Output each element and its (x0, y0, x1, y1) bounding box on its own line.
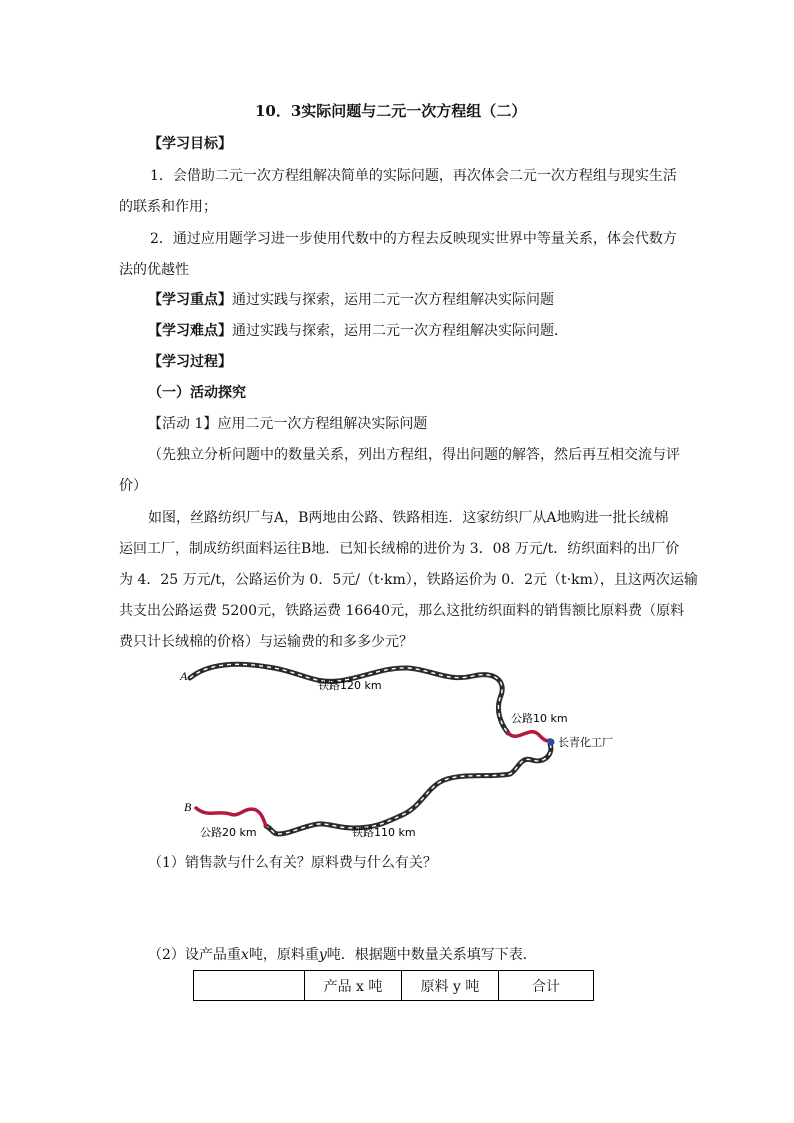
fill-in-table (193, 970, 594, 1001)
label-rail-a: 铁路120 km (318, 679, 382, 692)
railway-b-route (266, 744, 551, 834)
question-2-var-y: y (318, 947, 327, 963)
key-point-text: 通过实践与探索，运用二元一次方程组解决实际问题 (232, 292, 554, 308)
question-2-prefix: （2）设产品重 (148, 947, 241, 963)
key-point-label: 【学习重点】 (148, 292, 232, 308)
table-header-cell: 合计 (499, 971, 594, 1001)
problem-line-2: 运回工厂，制成纺织面料运往B地．已知长绒棉的进价为 3．08 万元/t．纺织面料的出厂价 (119, 541, 680, 557)
difficulty (148, 321, 568, 341)
activity-1-heading: 【活动 1】应用二元一次方程组解决实际问题 (148, 416, 428, 432)
table-header-cell[interactable] (194, 971, 305, 1001)
objective-1-line-1: 1．会借助二元一次方程组解决简单的实际问题，再次体会二元一次方程组与现实生活 (150, 168, 677, 184)
question-2-suffix: 吨．根据题中数量关系填写下表． (326, 947, 537, 963)
road-b-route (196, 808, 266, 826)
objective-1-line-2: 的联系和作用； (119, 199, 217, 215)
railway-a-ties (190, 664, 508, 733)
problem-line-5: 费只计长绒棉的价格）与运输费的和多多少元？ (119, 634, 413, 650)
label-a: A (180, 669, 188, 683)
label-rail-b: 铁路110 km (352, 826, 416, 839)
problem-line-3: 为 4．25 万元/t，公路运价为 0．5元/（t·km），铁路运价为 0．2元（t·km），且这两次运输 (119, 572, 698, 588)
instruction-line-2: 价） (119, 478, 147, 494)
objectives-heading: 【学习目标】 (148, 136, 232, 152)
route-map (178, 658, 618, 848)
objective-2-line-1: 2．通过应用题学习进一步使用代数中的方程去反映现实世界中等量关系，体会代数方 (150, 231, 677, 247)
label-road-b: 公路20 km (200, 826, 257, 839)
railway-b-ties (266, 744, 551, 834)
railway-a-route (190, 664, 508, 733)
table-header-cell: 原料 y 吨 (402, 971, 499, 1001)
road-a-route (508, 732, 550, 741)
problem-line-1: 如图，丝路纺织厂与A，B两地由公路、铁路相连．这家纺织厂从A地购进一批长绒棉 (148, 510, 669, 526)
section-activity-explore: （一）活动探究 (148, 385, 246, 401)
question-2-var-x: x (240, 947, 249, 963)
difficulty-text: 通过实践与探索，运用二元一次方程组解决实际问题． (232, 323, 568, 339)
factory-dot (548, 739, 555, 746)
problem-line-4: 共支出公路运费 5200元，铁路运费 16640元，那么这批纺织面料的销售额比原料费（原料 (119, 603, 685, 619)
question-2-mid: 吨，原料重 (248, 947, 319, 963)
instruction-line-1: （先独立分析问题中的数量关系，列出方程组，得出问题的解答，然后再互相交流与评 (148, 447, 680, 463)
process-heading: 【学习过程】 (148, 354, 232, 370)
label-b: B (184, 800, 192, 814)
label-factory: 长青化工厂 (558, 736, 613, 749)
table-header-cell: 产品 x 吨 (305, 971, 402, 1001)
objective-2-line-2: 法的优越性 (119, 262, 189, 278)
key-point (148, 290, 554, 310)
question-2 (148, 945, 537, 965)
page-title: 10．3实际问题与二元一次方程组（二） (255, 102, 527, 120)
label-road-a: 公路10 km (511, 712, 568, 725)
table-header-row (194, 971, 594, 1001)
question-1: （1）销售款与什么有关？原料费与什么有关？ (148, 855, 437, 871)
difficulty-label: 【学习难点】 (148, 323, 232, 339)
